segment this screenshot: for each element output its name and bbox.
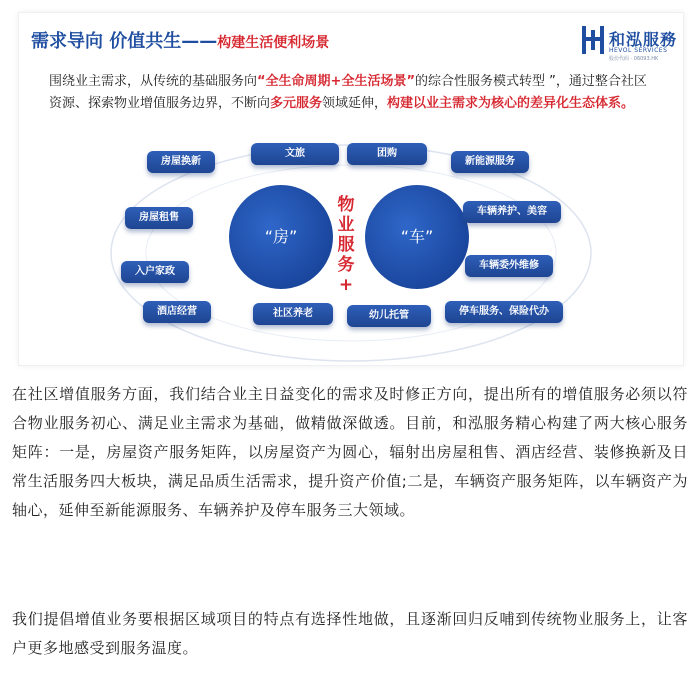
intro-highlight-1: “全生命周期+全生活场景”	[257, 74, 415, 89]
slide-title-main: 需求导向 价值共生	[31, 31, 182, 52]
house-circle: “房”	[229, 185, 333, 289]
intro-part-3: 领域延伸，	[322, 96, 388, 111]
intro-part-2: 的综合性服务模式转型 ”，通过整合社区资源、探索物业增值服务边界，不断向	[49, 74, 647, 111]
pill-elderly-care: 社区养老	[253, 303, 333, 325]
pill-car-repair: 车辆委外维修	[465, 255, 553, 277]
center-char-3: 服	[337, 235, 355, 255]
car-circle: “车”	[365, 185, 469, 289]
service-matrix-diagram	[19, 133, 683, 363]
pill-culture-travel: 文旅	[251, 143, 339, 165]
center-char-plus: +	[338, 275, 354, 295]
logo-english: HEVOL SERVICES	[609, 47, 668, 54]
logo-stock-code: 股份代码 · 06093.HK	[609, 56, 659, 62]
pill-group-buy: 团购	[347, 143, 427, 165]
company-logo	[581, 23, 677, 63]
pill-new-energy: 新能源服务	[451, 151, 529, 173]
logo-name: 和泓服務	[609, 30, 678, 49]
intro-part-1: 围绕业主需求，从传统的基础服务向	[49, 74, 258, 89]
center-label	[335, 195, 357, 295]
slide-title-sub: 构建生活便利场景	[217, 35, 330, 51]
title-dash: ——	[181, 31, 218, 52]
center-char-4: 务	[337, 255, 355, 275]
infographic-slide	[18, 12, 684, 366]
intro-text	[49, 71, 659, 115]
logo-mark-icon	[581, 25, 605, 55]
center-char-1: 物	[337, 195, 355, 215]
article-paragraph-1: 在社区增值服务方面，我们结合业主日益变化的需求及时修正方向，提出所有的增值服务必须以符合物业服务初心、满足业主需求为基础，做精做深做透。目前，和泓服务精心构建了两大核心服务矩阵：一是，房屋资产服务矩阵，以房屋资产为圆心，辐射出房屋租售、酒店经营、装修换新及日常生活服务四大板块，满足品质生活需求，提升资产价值;二是，车辆资产服务矩阵，以车辆资产为轴心，延伸至新能源服务、车辆养护及停车服务三大领域。	[12, 385, 688, 519]
center-char-2: 业	[337, 215, 355, 235]
article-paragraph-2: 我们提倡增值业务要根据区域项目的特点有选择性地做，且逐渐回归反哺到传统物业服务上，让客户更多地感受到服务温度。	[12, 610, 688, 657]
pill-parking: 停车服务、保险代办	[445, 301, 563, 323]
pill-childcare: 幼儿托管	[347, 305, 431, 327]
pill-house-rental: 房屋租售	[125, 207, 193, 229]
pill-car-care: 车辆养护、美容	[463, 201, 561, 223]
pill-hotel: 酒店经营	[143, 301, 211, 323]
intro-highlight-2: 多元服务	[270, 96, 323, 111]
intro-highlight-3: 构建以业主需求为核心的差异化生态体系。	[387, 96, 635, 111]
slide-title	[31, 27, 329, 53]
pill-house-renovation: 房屋换新	[147, 151, 215, 173]
pill-housekeeping: 入户家政	[121, 261, 189, 283]
